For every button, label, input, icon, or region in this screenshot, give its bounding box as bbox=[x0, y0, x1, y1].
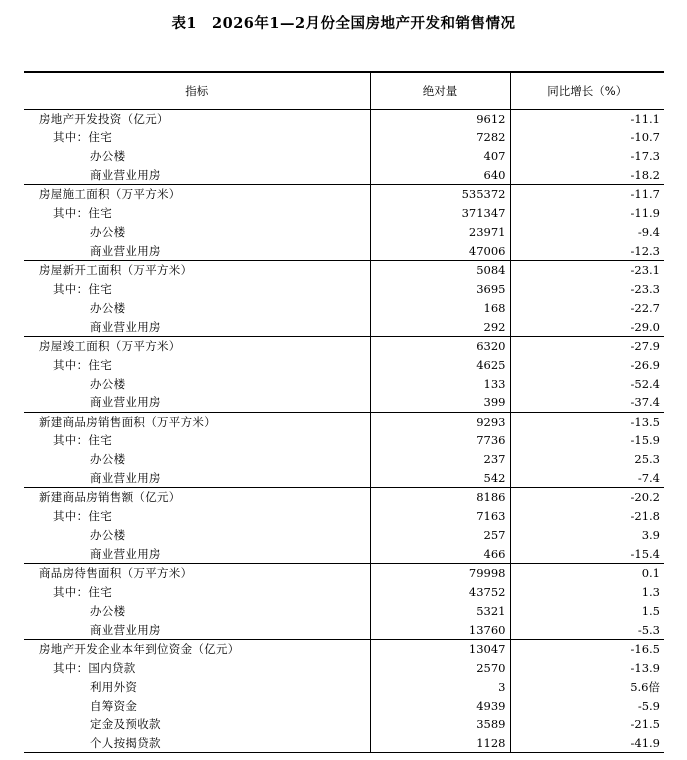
yoy-growth: -11.7 bbox=[510, 185, 664, 204]
yoy-growth: -5.3 bbox=[510, 620, 664, 639]
table-row bbox=[24, 639, 664, 658]
yoy-growth: -29.0 bbox=[510, 317, 664, 336]
table-row bbox=[24, 601, 664, 620]
absolute-value: 3 bbox=[370, 677, 510, 696]
absolute-value: 5084 bbox=[370, 261, 510, 280]
table-row bbox=[24, 488, 664, 507]
yoy-growth: -21.5 bbox=[510, 715, 664, 734]
absolute-value: 2570 bbox=[370, 658, 510, 677]
yoy-growth: 25.3 bbox=[510, 450, 664, 469]
indicator-name: 个人按揭贷款 bbox=[24, 734, 370, 753]
absolute-value: 6320 bbox=[370, 336, 510, 355]
absolute-value: 371347 bbox=[370, 204, 510, 223]
absolute-value: 168 bbox=[370, 298, 510, 317]
yoy-growth: -11.9 bbox=[510, 204, 664, 223]
indicator-name: 新建商品房销售面积（万平方米） bbox=[24, 412, 370, 431]
table-row bbox=[24, 204, 664, 223]
indicator-name: 定金及预收款 bbox=[90, 717, 161, 732]
table-row bbox=[24, 526, 664, 545]
absolute-value: 535372 bbox=[370, 185, 510, 204]
yoy-growth: -15.4 bbox=[510, 545, 664, 564]
indicator-name: 办公楼 bbox=[90, 452, 126, 467]
data-table bbox=[24, 71, 664, 753]
indicator-name: 房地产开发企业本年到位资金（亿元） bbox=[24, 639, 370, 658]
absolute-value: 237 bbox=[370, 450, 510, 469]
yoy-growth: -26.9 bbox=[510, 355, 664, 374]
table-row bbox=[24, 128, 664, 147]
absolute-value: 3589 bbox=[370, 715, 510, 734]
table-row bbox=[24, 564, 664, 583]
table-row bbox=[24, 715, 664, 734]
indicator-name: 商业营业用房 bbox=[90, 395, 161, 410]
absolute-value: 7736 bbox=[370, 431, 510, 450]
indicator-name: 新建商品房销售额（亿元） bbox=[24, 488, 370, 507]
table-row bbox=[24, 223, 664, 242]
yoy-growth: -41.9 bbox=[510, 734, 664, 753]
indicator-name: 其中：住宅 bbox=[53, 584, 112, 599]
absolute-value: 5321 bbox=[370, 601, 510, 620]
yoy-growth: -20.2 bbox=[510, 488, 664, 507]
indicator-name: 其中：住宅 bbox=[53, 206, 112, 221]
table-row bbox=[24, 620, 664, 639]
indicator-name: 房屋施工面积（万平方米） bbox=[24, 185, 370, 204]
table-row bbox=[24, 374, 664, 393]
table-row bbox=[24, 242, 664, 261]
indicator-name: 办公楼 bbox=[90, 300, 126, 315]
indicator-name: 办公楼 bbox=[90, 149, 126, 164]
absolute-value: 4939 bbox=[370, 696, 510, 715]
table-row bbox=[24, 109, 664, 128]
table-row bbox=[24, 431, 664, 450]
table-title: 表1 2026年1—2月份全国房地产开发和销售情况 bbox=[171, 15, 516, 32]
table-header-row bbox=[24, 72, 664, 109]
table-row bbox=[24, 469, 664, 488]
yoy-growth: -11.1 bbox=[510, 109, 664, 128]
indicator-name: 房地产开发投资（亿元） bbox=[39, 111, 169, 126]
absolute-value: 4625 bbox=[370, 355, 510, 374]
yoy-growth: 3.9 bbox=[510, 526, 664, 545]
absolute-value: 542 bbox=[370, 469, 510, 488]
table-row bbox=[24, 166, 664, 185]
indicator-name: 办公楼 bbox=[90, 603, 126, 618]
yoy-growth: -27.9 bbox=[510, 336, 664, 355]
indicator-name: 商业营业用房 bbox=[90, 319, 161, 334]
table-row bbox=[24, 734, 664, 753]
absolute-value: 7282 bbox=[370, 128, 510, 147]
header-absolute-value: 绝对量 bbox=[370, 72, 510, 109]
yoy-growth: 1.3 bbox=[510, 582, 664, 601]
absolute-value: 8186 bbox=[370, 488, 510, 507]
table-row bbox=[24, 147, 664, 166]
indicator-name: 其中：住宅 bbox=[53, 130, 112, 145]
table-row bbox=[24, 317, 664, 336]
absolute-value: 23971 bbox=[370, 223, 510, 242]
yoy-growth: -21.8 bbox=[510, 507, 664, 526]
indicator-name: 商业营业用房 bbox=[90, 622, 161, 637]
yoy-growth: 0.1 bbox=[510, 564, 664, 583]
table-row bbox=[24, 582, 664, 601]
absolute-value: 9612 bbox=[370, 109, 510, 128]
absolute-value: 257 bbox=[370, 526, 510, 545]
absolute-value: 47006 bbox=[370, 242, 510, 261]
table-row bbox=[24, 185, 664, 204]
yoy-growth: -16.5 bbox=[510, 639, 664, 658]
indicator-name: 自筹资金 bbox=[90, 698, 138, 713]
table-row bbox=[24, 298, 664, 317]
indicator-name: 其中：住宅 bbox=[53, 357, 112, 372]
table-row bbox=[24, 658, 664, 677]
indicator-name: 办公楼 bbox=[90, 225, 126, 240]
yoy-growth: -23.3 bbox=[510, 279, 664, 298]
table-row bbox=[24, 279, 664, 298]
yoy-growth: -12.3 bbox=[510, 242, 664, 261]
yoy-growth: -9.4 bbox=[510, 223, 664, 242]
absolute-value: 1128 bbox=[370, 734, 510, 753]
indicator-name: 商业营业用房 bbox=[90, 471, 161, 486]
absolute-value: 292 bbox=[370, 317, 510, 336]
absolute-value: 79998 bbox=[370, 564, 510, 583]
table-row bbox=[24, 507, 664, 526]
indicator-name: 利用外资 bbox=[90, 679, 138, 694]
yoy-growth: -52.4 bbox=[510, 374, 664, 393]
absolute-value: 9293 bbox=[370, 412, 510, 431]
table-row bbox=[24, 545, 664, 564]
table-row bbox=[24, 696, 664, 715]
indicator-name: 房屋竣工面积（万平方米） bbox=[24, 336, 370, 355]
absolute-value: 13760 bbox=[370, 620, 510, 639]
header-yoy-growth: 同比增长（%） bbox=[510, 72, 664, 109]
absolute-value: 13047 bbox=[370, 639, 510, 658]
table-row bbox=[24, 336, 664, 355]
indicator-name: 商业营业用房 bbox=[90, 243, 161, 258]
yoy-growth: -15.9 bbox=[510, 431, 664, 450]
absolute-value: 3695 bbox=[370, 279, 510, 298]
yoy-growth: -13.9 bbox=[510, 658, 664, 677]
yoy-growth: -13.5 bbox=[510, 412, 664, 431]
indicator-name: 其中：国内贷款 bbox=[53, 660, 136, 675]
absolute-value: 407 bbox=[370, 147, 510, 166]
indicator-name: 房屋新开工面积（万平方米） bbox=[24, 261, 370, 280]
absolute-value: 640 bbox=[370, 166, 510, 185]
yoy-growth: -7.4 bbox=[510, 469, 664, 488]
indicator-name: 办公楼 bbox=[90, 528, 126, 543]
table-row bbox=[24, 261, 664, 280]
indicator-name: 其中：住宅 bbox=[53, 433, 112, 448]
yoy-growth: 1.5 bbox=[510, 601, 664, 620]
yoy-growth: -22.7 bbox=[510, 298, 664, 317]
yoy-growth: -5.9 bbox=[510, 696, 664, 715]
absolute-value: 7163 bbox=[370, 507, 510, 526]
indicator-name: 商业营业用房 bbox=[90, 168, 161, 183]
table-row bbox=[24, 450, 664, 469]
table-row bbox=[24, 412, 664, 431]
absolute-value: 466 bbox=[370, 545, 510, 564]
absolute-value: 399 bbox=[370, 393, 510, 412]
table-row bbox=[24, 393, 664, 412]
table-body bbox=[24, 109, 664, 753]
indicator-name: 其中：住宅 bbox=[53, 281, 112, 296]
yoy-growth: -10.7 bbox=[510, 128, 664, 147]
indicator-name: 商业营业用房 bbox=[90, 546, 161, 561]
yoy-growth: -17.3 bbox=[510, 147, 664, 166]
table-row bbox=[24, 355, 664, 374]
yoy-growth: 5.6倍 bbox=[510, 677, 664, 696]
indicator-name: 办公楼 bbox=[90, 376, 126, 391]
absolute-value: 43752 bbox=[370, 582, 510, 601]
absolute-value: 133 bbox=[370, 374, 510, 393]
indicator-name: 其中：住宅 bbox=[53, 509, 112, 524]
yoy-growth: -23.1 bbox=[510, 261, 664, 280]
header-indicator: 指标 bbox=[24, 72, 370, 109]
yoy-growth: -37.4 bbox=[510, 393, 664, 412]
yoy-growth: -18.2 bbox=[510, 166, 664, 185]
indicator-name: 商品房待售面积（万平方米） bbox=[24, 564, 370, 583]
table-row bbox=[24, 677, 664, 696]
